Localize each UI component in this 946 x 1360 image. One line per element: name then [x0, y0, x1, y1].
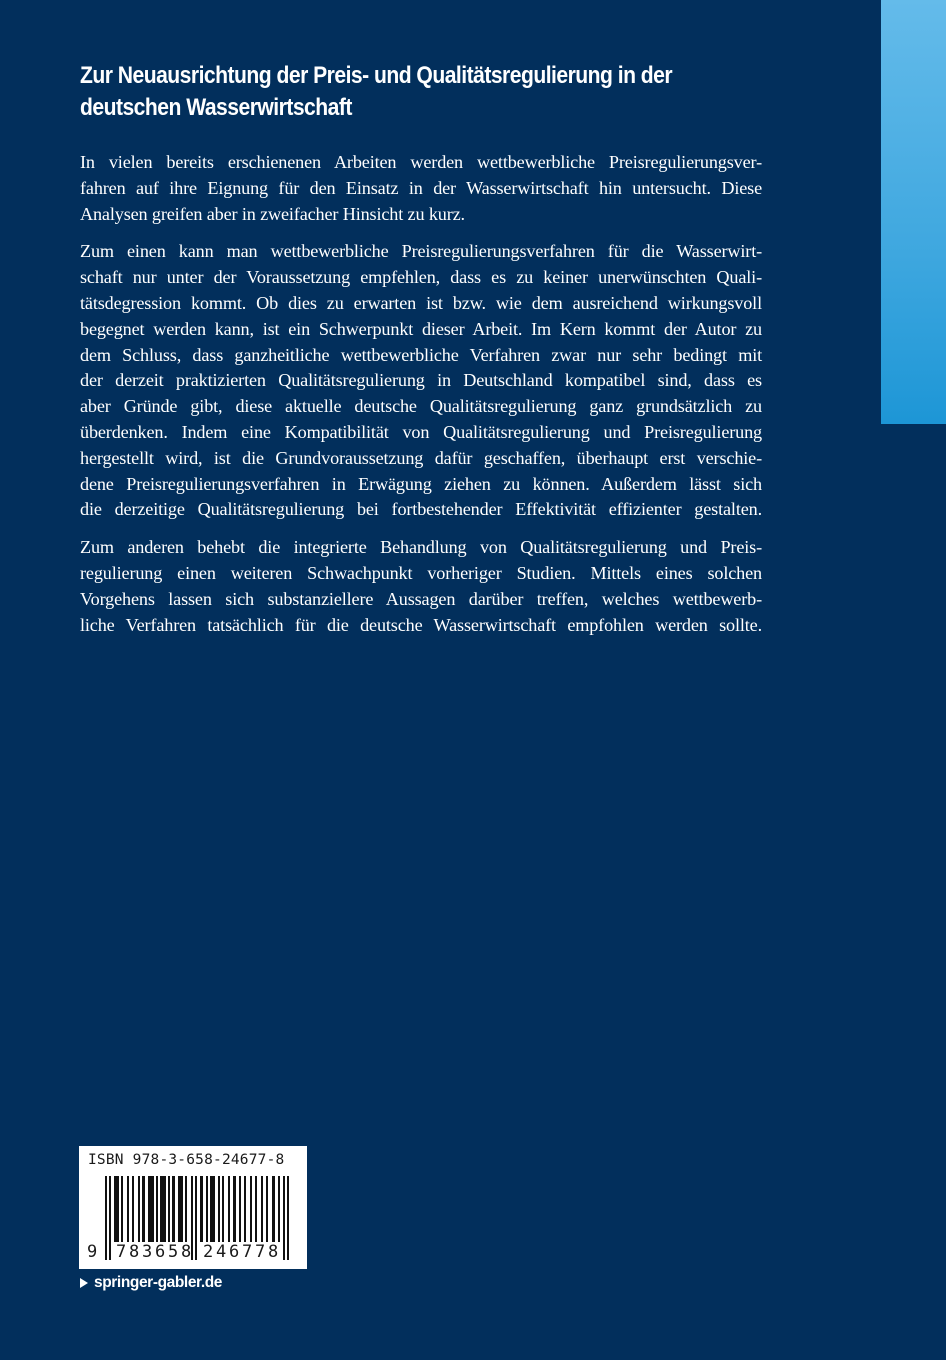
barcode-digit: 9 [87, 1242, 98, 1262]
barcode-digit: 2 [203, 1242, 214, 1262]
blurb-paragraph-2 [80, 239, 762, 523]
text-line: Zum einen kann man wettbewerbliche Preisregulierungsverfahren für die Wasserwirt- [80, 241, 762, 262]
barcode-digit: 6 [229, 1242, 240, 1262]
book-title-line-1: Zur Neuausrichtung der Preis- und Qualitätsregulierung in der [80, 62, 673, 89]
barcode-digit: 8 [268, 1242, 279, 1262]
book-title-line-2: deutschen Wasserwirtschaft [80, 94, 352, 121]
barcode-digit: 6 [155, 1242, 166, 1262]
blurb-text [80, 150, 762, 650]
text-line: Vorgehens lassen sich substanziellere Aussagen darüber treffen, welches wettbewerb- [80, 588, 762, 609]
isbn-barcode-box [79, 1146, 307, 1269]
text-line: liche Verfahren tatsächlich für die deutsche Wasserwirtschaft empfohlen werden sollte. [80, 614, 762, 635]
text-line: Analysen greifen aber in zweifacher Hinsicht zu kurz. [80, 203, 465, 224]
text-line: aber Gründe gibt, diese aktuelle deutsche Qualitätsregulierung ganz grundsätzlich zu [80, 396, 762, 417]
barcode-digit: 8 [181, 1242, 192, 1262]
isbn-label: ISBN 978-3-658-24677-8 [88, 1152, 285, 1168]
barcode-digit: 7 [242, 1242, 253, 1262]
barcode-digit: 4 [216, 1242, 227, 1262]
play-arrow-icon [80, 1278, 88, 1288]
barcode-digit: 7 [116, 1242, 127, 1262]
publisher-website-text: springer-gabler.de [94, 1274, 223, 1291]
text-line: hergestellt wird, ist die Grundvoraussetzung dafür geschaffen, überhaupt erst verschie- [80, 447, 762, 468]
publisher-website-link[interactable] [80, 1274, 222, 1292]
text-line: die derzeitige Qualitätsregulierung bei fortbestehender Effektivität effizienter gestalten. [80, 499, 762, 520]
barcode-digit: 5 [168, 1242, 179, 1262]
text-line: überdenken. Indem eine Kompatibilität von Qualitätsregulierung und Preisregulierung [80, 421, 762, 442]
book-title [80, 60, 759, 124]
text-line: In vielen bereits erschienenen Arbeiten werden wettbewerbliche Preisregulierungsver- [80, 152, 762, 172]
text-line: dene Preisregulierungsverfahren in Erwägung ziehen zu können. Außerdem lässt sich [80, 473, 762, 494]
barcode-digits [79, 1242, 307, 1264]
barcode-digit: 3 [142, 1242, 153, 1262]
text-line: der derzeit praktizierten Qualitätsregulierung in Deutschland kompatibel sind, dass es [80, 370, 762, 391]
text-line: fahren auf ihre Eignung für den Einsatz in der Wasserwirtschaft hin untersucht. Diese [80, 177, 762, 198]
text-line: begegnet werden kann, ist ein Schwerpunkt dieser Arbeit. Im Kern kommt der Autor zu [80, 318, 762, 339]
text-line: Zum anderen behebt die integrierte Behandlung von Qualitätsregulierung und Preis- [80, 537, 762, 558]
blurb-paragraph-3 [80, 535, 762, 638]
barcode-digit: 8 [129, 1242, 140, 1262]
text-line: tätsdegression kommt. Ob dies zu erwarten ist bzw. wie dem ausreichend wirkungsvoll [80, 292, 762, 313]
text-line: dem Schluss, dass ganzheitliche wettbewerbliche Verfahren zwar nur sehr bedingt mit [80, 344, 762, 365]
accent-color-strip [881, 0, 946, 424]
text-line: regulierung einen weiteren Schwachpunkt vorheriger Studien. Mittels eines solchen [80, 562, 762, 583]
barcode-digit: 7 [255, 1242, 266, 1262]
blurb-paragraph-1 [80, 150, 762, 227]
text-line: schaft nur unter der Voraussetzung empfehlen, dass es zu keiner unerwünschten Quali- [80, 267, 762, 288]
